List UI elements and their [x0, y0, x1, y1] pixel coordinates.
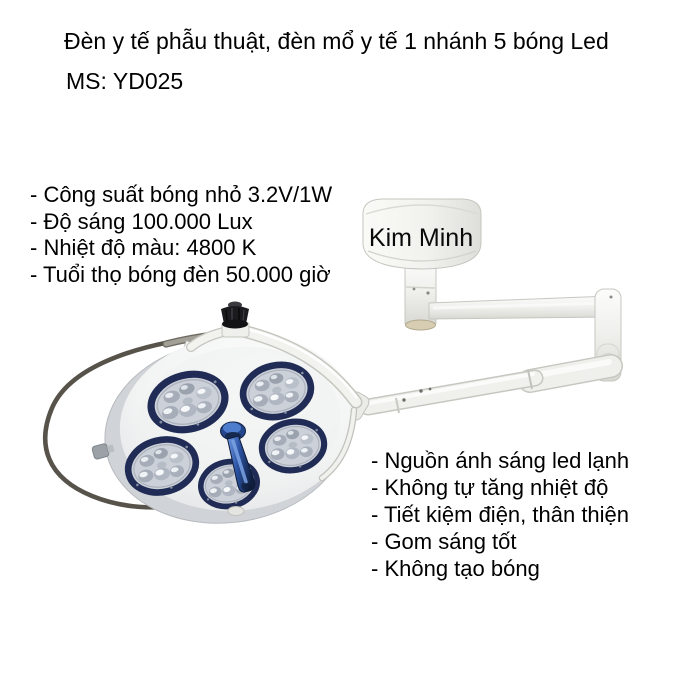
mount-post	[405, 260, 436, 330]
feature-line: - Tiết kiệm điện, thân thiện	[371, 502, 630, 527]
spec-line: - Độ sáng 100.000 Lux	[30, 208, 253, 234]
bottom-stud	[228, 507, 244, 516]
feature-line: - Gom sáng tốt	[371, 529, 517, 554]
feature-list	[371, 447, 629, 582]
page-title: Đèn y tế phẫu thuật, đèn mổ y tế 1 nhánh 5 bóng Led	[64, 28, 609, 54]
feature-line: - Không tự tăng nhiệt độ	[371, 475, 609, 500]
spec-line: - Tuổi thọ bóng đèn 50.000 giờ	[30, 261, 331, 287]
product-code: MS: YD025	[66, 68, 184, 94]
spec-list	[30, 182, 332, 288]
spec-line: - Công suất bóng nhỏ 3.2V/1W	[30, 182, 333, 207]
feature-line: - Không tạo bóng	[371, 556, 540, 581]
ceiling-mount	[363, 199, 481, 269]
support-arm-lower	[338, 362, 611, 422]
brand-label: Kim Minh	[368, 224, 474, 252]
tension-knob	[221, 302, 249, 338]
support-arm-horizontal	[429, 296, 616, 319]
feature-line: - Nguồn ánh sáng led lạnh	[371, 448, 630, 473]
spec-line: - Nhiệt độ màu: 4800 K	[30, 235, 257, 260]
